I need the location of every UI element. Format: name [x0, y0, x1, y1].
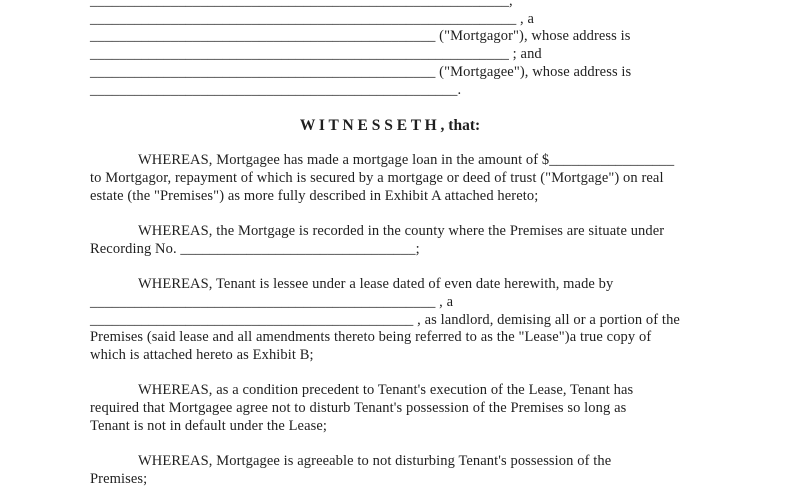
- mortgagor-name-line: _______________________________________________ ("Mortgagor"), whose address is: [90, 28, 631, 45]
- landlord-name-line: ____________________________________________ , as landlord, demising all or a portion of the: [90, 311, 680, 328]
- mortgagor-address-line: _________________________________________________________ ; and: [90, 46, 542, 63]
- paragraph-whereas-condition: [90, 382, 690, 435]
- mortgagee-name-line: _______________________________________________ ("Mortgagee"), whose address is: [90, 63, 632, 80]
- witnesseth-heading: W I T N E S S E T H , that:: [299, 116, 481, 134]
- paragraph-whereas-loan: [90, 152, 690, 205]
- paragraph-whereas-agreeable: [90, 453, 690, 488]
- blank-fill-line: _________________________________________________________,: [90, 0, 513, 9]
- mortgagee-address-line: __________________________________________________.: [90, 81, 462, 98]
- blank-fill-line: __________________________________________________________ , a: [90, 10, 535, 27]
- paragraph-line: WHEREAS, as a condition precedent to Tenant's execution of the Lease, Tenant has: [138, 382, 634, 399]
- paragraph-line: WHEREAS, Mortgagee has made a mortgage loan in the amount of $_________________: [138, 152, 675, 169]
- paragraph-line: Premises;: [90, 470, 148, 487]
- blank-fill-line: _______________________________________________ , a: [90, 293, 454, 310]
- paragraph-whereas-lease: [90, 276, 690, 365]
- paragraph-line: required that Mortgagee agree not to disturb Tenant's possession of the Premises so long as: [90, 400, 627, 417]
- paragraph-line: WHEREAS, the Mortgage is recorded in the county where the Premises are situate under: [138, 223, 665, 240]
- paragraph-whereas-recording: [90, 223, 690, 258]
- paragraph-line: Tenant is not in default under the Lease;: [90, 417, 328, 434]
- paragraph-line: WHEREAS, Tenant is lessee under a lease dated of even date herewith, made by: [138, 276, 614, 293]
- paragraph-line: Premises (said lease and all amendments thereto being referred to as the "Lease")a true copy of: [90, 329, 652, 346]
- paragraph-line: estate (the "Premises") as more fully described in Exhibit A attached hereto;: [90, 187, 539, 204]
- document-body: [90, 0, 690, 489]
- paragraph-line: which is attached hereto as Exhibit B;: [90, 347, 314, 363]
- paragraph-line: to Mortgagor, repayment of which is secured by a mortgage or deed of trust ("Mortgage") on real: [90, 170, 664, 186]
- recording-number-line: Recording No. ________________________________;: [90, 240, 420, 257]
- paragraph-line: WHEREAS, Mortgagee is agreeable to not disturbing Tenant's possession of the: [138, 453, 612, 470]
